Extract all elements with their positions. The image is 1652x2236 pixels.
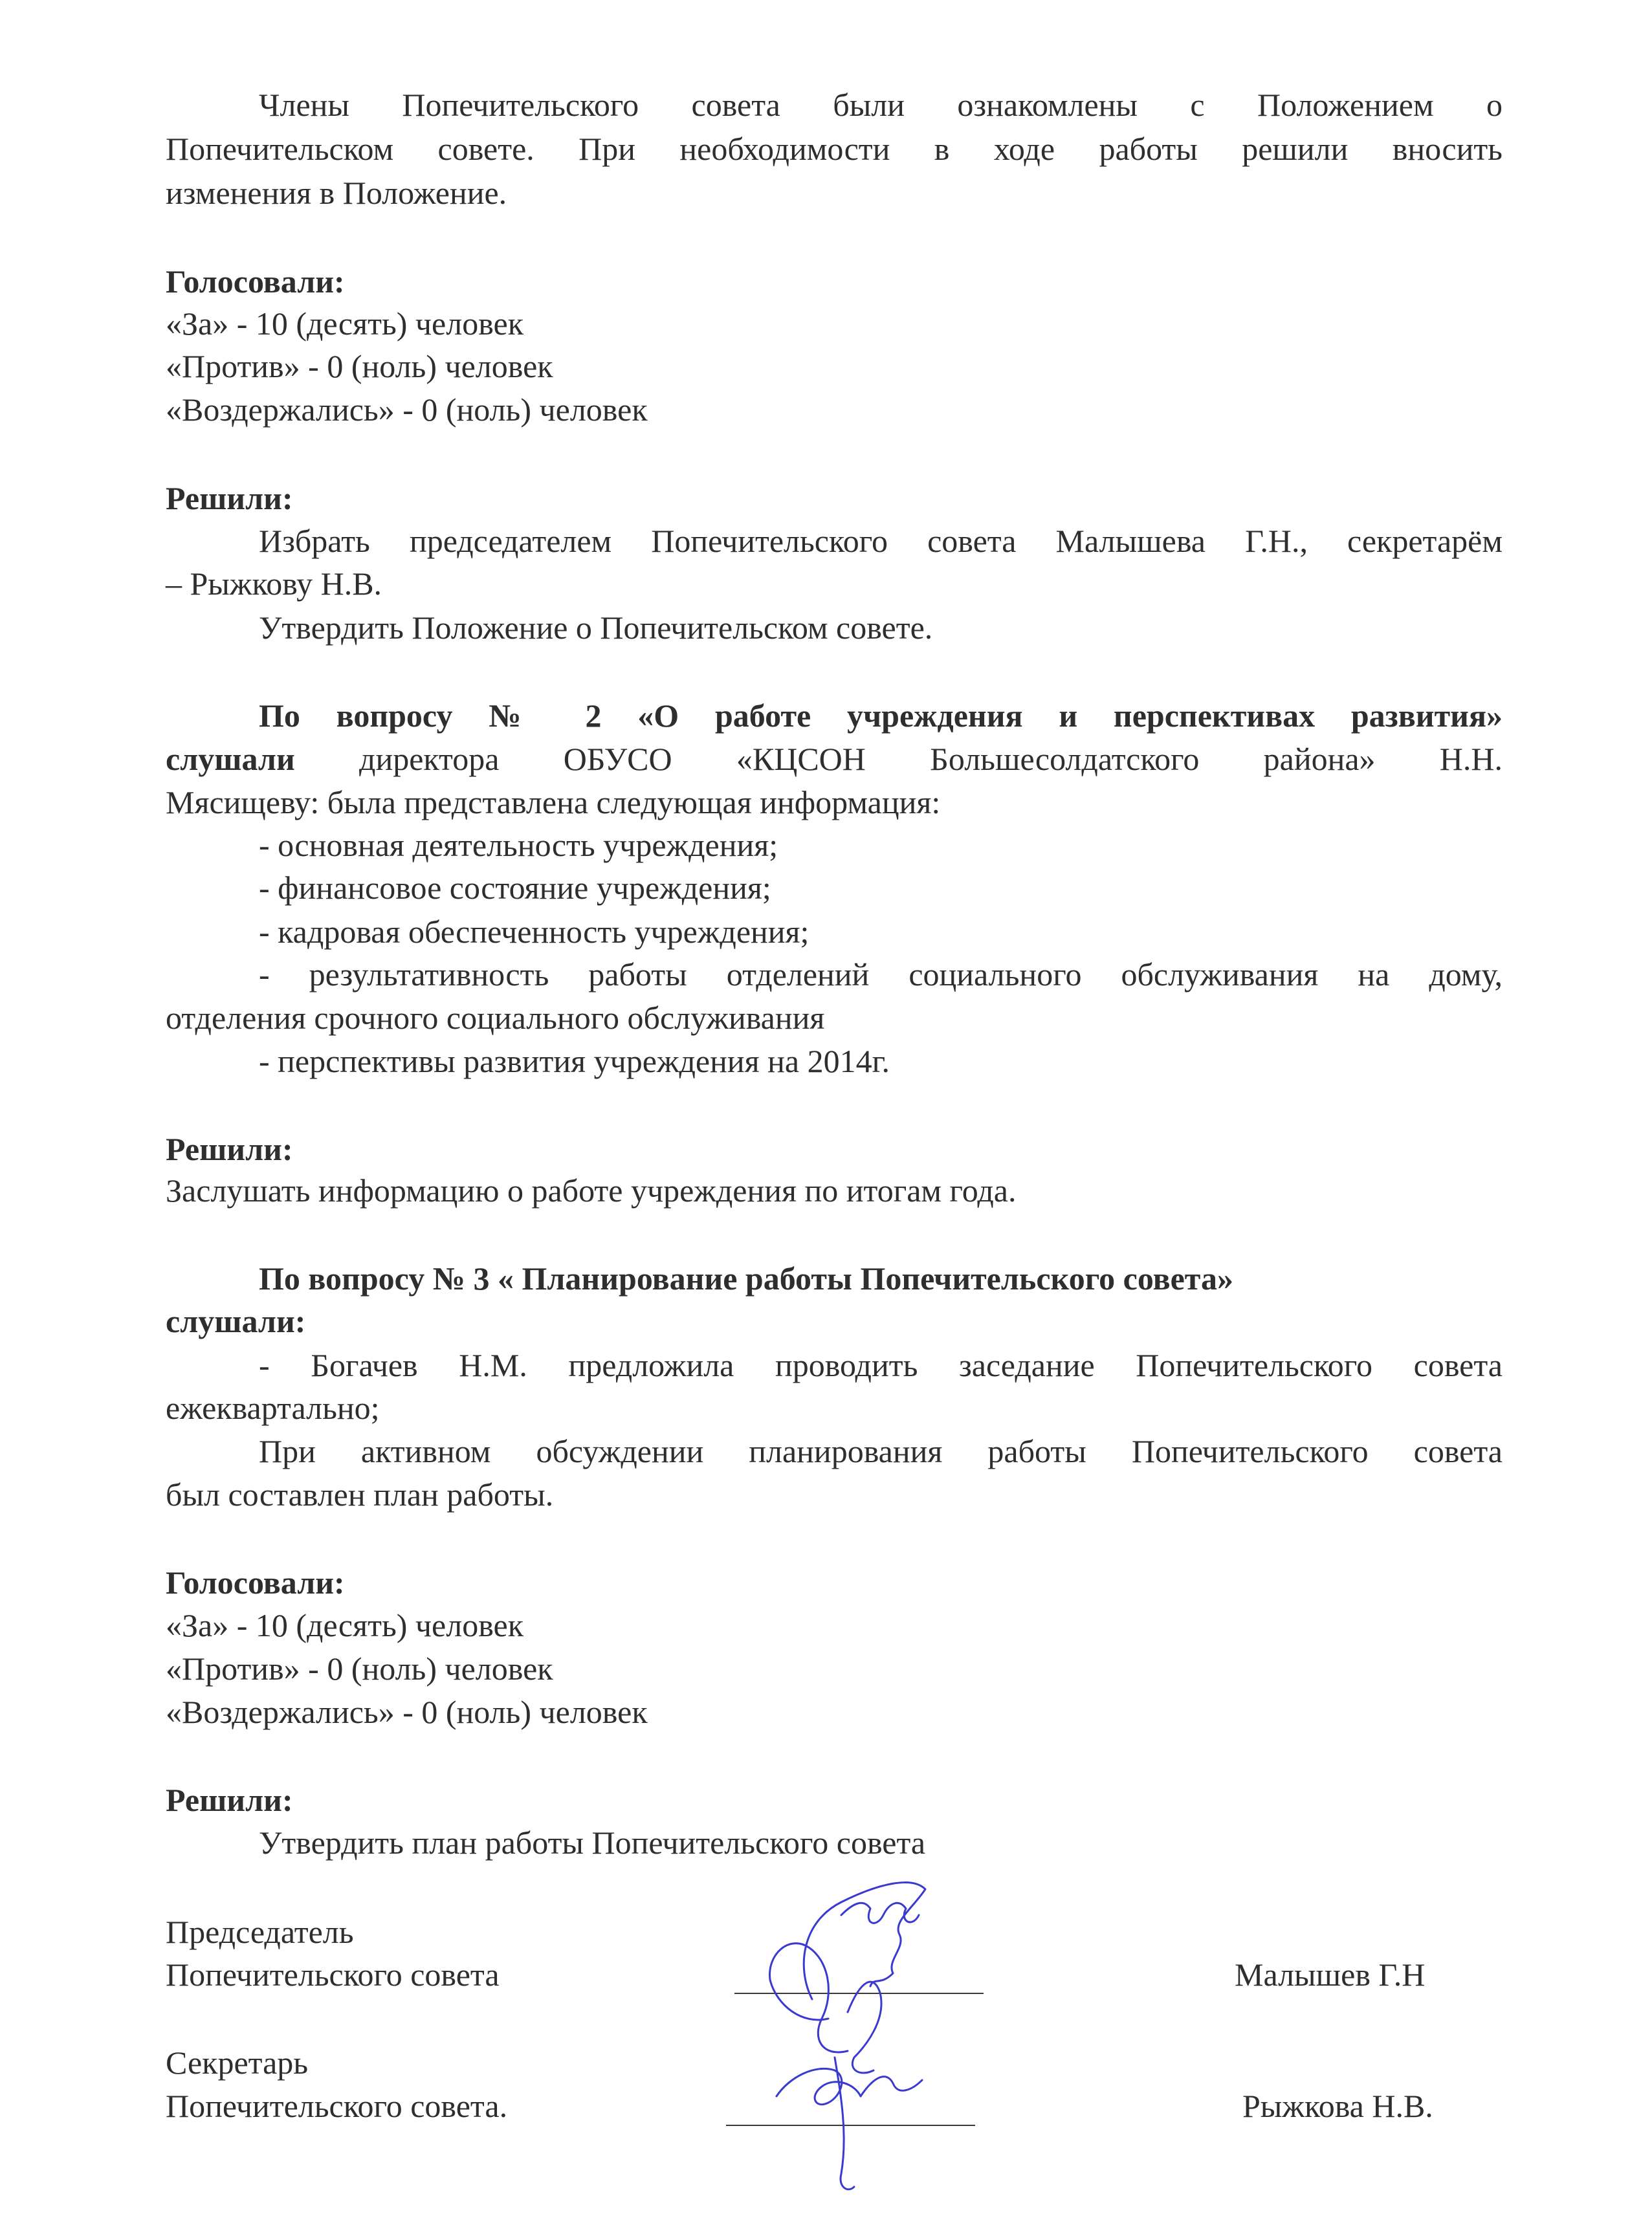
vote1-heading: Голосовали: xyxy=(166,263,345,300)
secretary-name: Рыжкова Н.В. xyxy=(1242,2088,1433,2124)
intro-line-3: изменения в Положение. xyxy=(166,175,507,211)
vote2-against: «Против» - 0 (ноль) человек xyxy=(166,1650,553,1687)
question3-line-1: По вопросу № 3 « Планирование работы Попечительского совета» xyxy=(259,1260,1233,1297)
question2-item-3: - кадровая обеспеченность учреждения; xyxy=(259,914,809,950)
decision1-line-1: Избрать председателем Попечительского совета Малышева Г.Н., секретарём xyxy=(259,523,1503,559)
vote1-for: «За» - 10 (десять) человек xyxy=(166,305,524,342)
decision3-text: Утвердить план работы Попечительского совета xyxy=(259,1825,926,1861)
question2-line-1: По вопросу № 2 «О работе учреждения и перспективах развития» xyxy=(259,697,1503,734)
question2-item-5: - перспективы развития учреждения на 2014г. xyxy=(259,1043,890,1079)
question3-line-6: был составлен план работы. xyxy=(166,1476,554,1513)
secretary-signature-stroke-2 xyxy=(861,2077,922,2096)
question2-line-3: Мясищеву: была представлена следующая информация: xyxy=(166,784,941,820)
question3-line-5: При активном обсуждении планирования работы Попечительского совета xyxy=(259,1433,1503,1469)
question2-item-4-cont: отделения срочного социального обслуживания xyxy=(166,1000,825,1036)
question2-heard-label: слушали xyxy=(166,741,295,777)
decision1-heading: Решили: xyxy=(166,480,293,516)
question2-item-4: - результативность работы отделений социального обслуживания на дому, xyxy=(259,956,1503,992)
secretary-title-line-2: Попечительского совета. xyxy=(166,2088,508,2124)
question3-line-4: ежеквартально; xyxy=(166,1390,380,1426)
decision2-heading: Решили: xyxy=(166,1131,293,1167)
question2-line-2-rest: директора ОБУСО «КЦСОН Большесолдатского района» Н.Н. xyxy=(359,741,1503,777)
decision3-heading: Решили: xyxy=(166,1782,293,1818)
vote2-heading: Голосовали: xyxy=(166,1564,345,1601)
chair-signature-stroke-3 xyxy=(770,1944,848,2052)
chair-signature-stroke-1 xyxy=(804,1883,925,1999)
chair-signature-stroke-4 xyxy=(848,1982,881,2073)
question3-line-3: - Богачев Н.М. предложила проводить заседание Попечительского совета xyxy=(259,1347,1503,1383)
decision1-line-2: – Рыжкову Н.В. xyxy=(166,565,382,602)
question2-line-2 xyxy=(166,740,1503,778)
vote2-abstained: «Воздержались» - 0 (ноль) человек xyxy=(166,1694,648,1730)
chair-title-line-1: Председатель xyxy=(166,1914,354,1950)
secretary-title-line-1: Секретарь xyxy=(166,2044,309,2081)
intro-line-2: Попечительском совете. При необходимости в ходе работы решили вносить xyxy=(166,131,1503,167)
chair-name: Малышев Г.Н xyxy=(1235,1956,1426,1993)
vote1-abstained: «Воздержались» - 0 (ноль) человек xyxy=(166,391,648,428)
decision2-text: Заслушать информацию о работе учреждения по итогам года. xyxy=(166,1172,1017,1209)
secretary-signature-stroke-3 xyxy=(835,2057,854,2189)
question2-item-1: - основная деятельность учреждения; xyxy=(259,827,778,863)
question2-item-2: - финансовое состояние учреждения; xyxy=(259,870,771,906)
vote1-against: «Против» - 0 (ноль) человек xyxy=(166,348,553,384)
handwritten-signatures xyxy=(751,1863,958,2200)
question3-line-2: слушали: xyxy=(166,1303,306,1339)
intro-line-1: Члены Попечительского совета были ознакомлены с Положением о xyxy=(259,87,1503,123)
chair-title-line-2: Попечительского совета xyxy=(166,1956,500,1993)
secretary-signature-stroke-1 xyxy=(776,2068,861,2104)
decision1-line-3: Утвердить Положение о Попечительском совете. xyxy=(259,609,933,646)
vote2-for: «За» - 10 (десять) человек xyxy=(166,1607,524,1643)
